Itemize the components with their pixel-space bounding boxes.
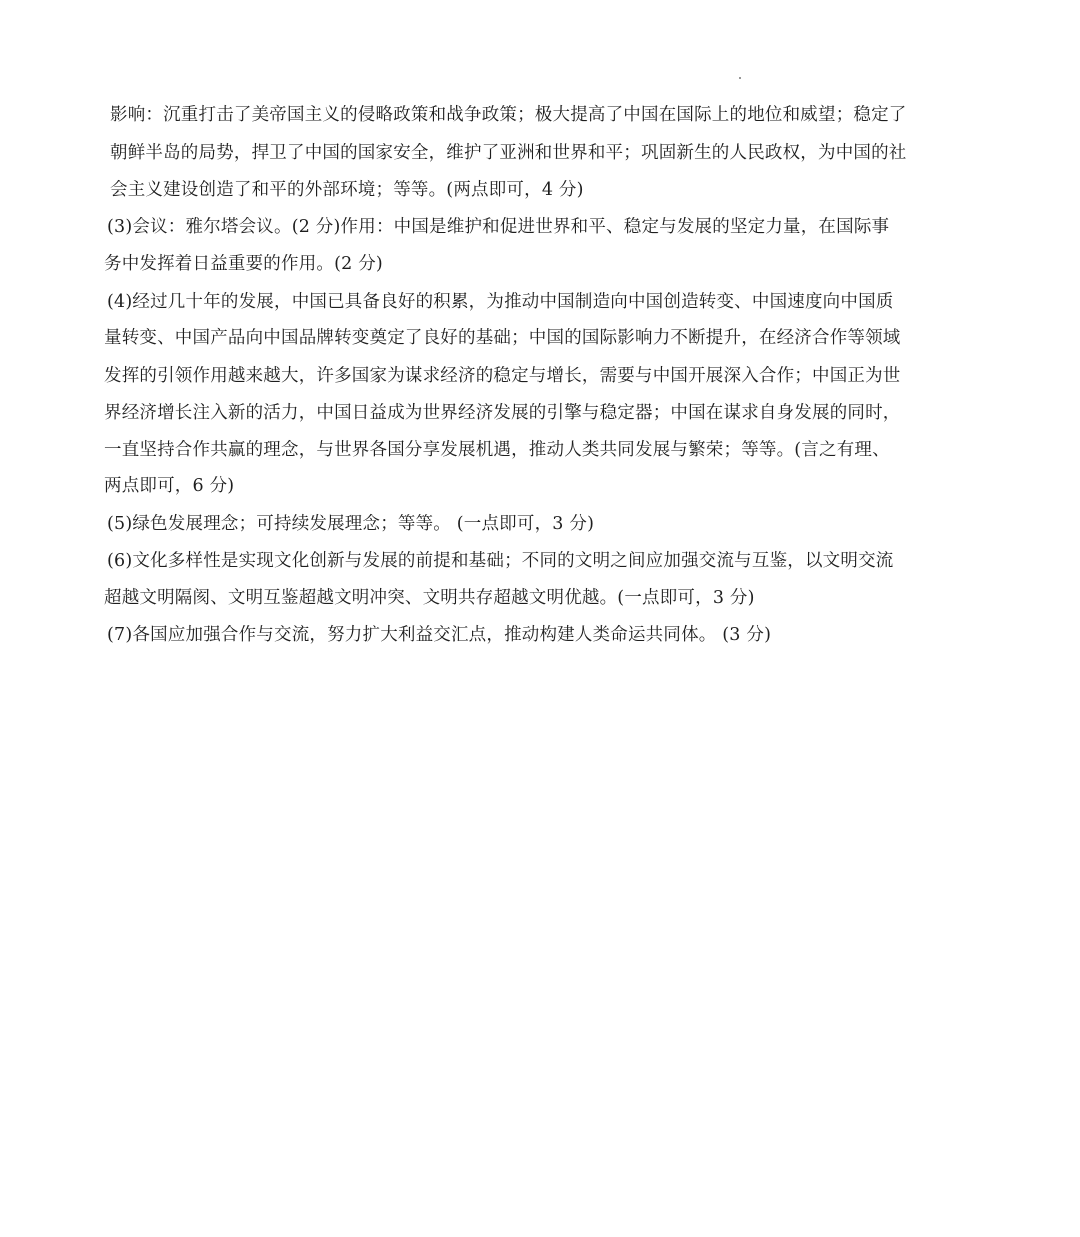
text-line-9: 界经济增长注入新的活力，中国日益成为世界经济发展的引擎与稳定器；中国在谋求自身发展的同时， xyxy=(104,403,901,423)
text-line-4: (3)会议：雅尔塔会议。(2 分)作用：中国是维护和促进世界和平、稳定与发展的坚定力量，在国际事 xyxy=(107,217,890,237)
scan-speck xyxy=(739,77,741,79)
text-line-7: 量转变、中国产品向中国品牌转变奠定了良好的基础；中国的国际影响力不断提升，在经济合作等领域 xyxy=(104,328,901,348)
text-line-5: 务中发挥着日益重要的作用。(2 分) xyxy=(104,254,383,274)
text-line-11: 两点即可，6 分) xyxy=(104,476,235,496)
text-line-6: (4)经过几十年的发展，中国已具备良好的积累，为推动中国制造向中国创造转变、中国速度向中国质 xyxy=(107,292,894,312)
text-line-12: (5)绿色发展理念；可持续发展理念；等等。 (一点即可，3 分) xyxy=(107,514,595,534)
text-line-10: 一直坚持合作共赢的理念，与世界各国分享发展机遇，推动人类共同发展与繁荣；等等。(言之有理、 xyxy=(104,440,890,460)
text-line-14: 超越文明隔阂、文明互鉴超越文明冲突、文明共存超越文明优越。(一点即可，3 分) xyxy=(104,588,755,608)
text-line-3: 会主义建设创造了和平的外部环境；等等。(两点即可，4 分) xyxy=(110,180,584,200)
text-line-8: 发挥的引领作用越来越大，许多国家为谋求经济的稳定与增长，需要与中国开展深入合作；中国正为世 xyxy=(104,366,901,386)
text-line-15: (7)各国应加强合作与交流，努力扩大利益交汇点，推动构建人类命运共同体。 (3 分) xyxy=(107,625,772,645)
text-line-1: 影响：沉重打击了美帝国主义的侵略政策和战争政策；极大提高了中国在国际上的地位和威望；稳定了 xyxy=(110,105,907,125)
text-line-2: 朝鲜半岛的局势，捍卫了中国的国家安全，维护了亚洲和世界和平；巩固新生的人民政权，为中国的社 xyxy=(110,143,907,163)
text-line-13: (6)文化多样性是实现文化创新与发展的前提和基础；不同的文明之间应加强交流与互鉴，以文明交流 xyxy=(107,551,894,571)
